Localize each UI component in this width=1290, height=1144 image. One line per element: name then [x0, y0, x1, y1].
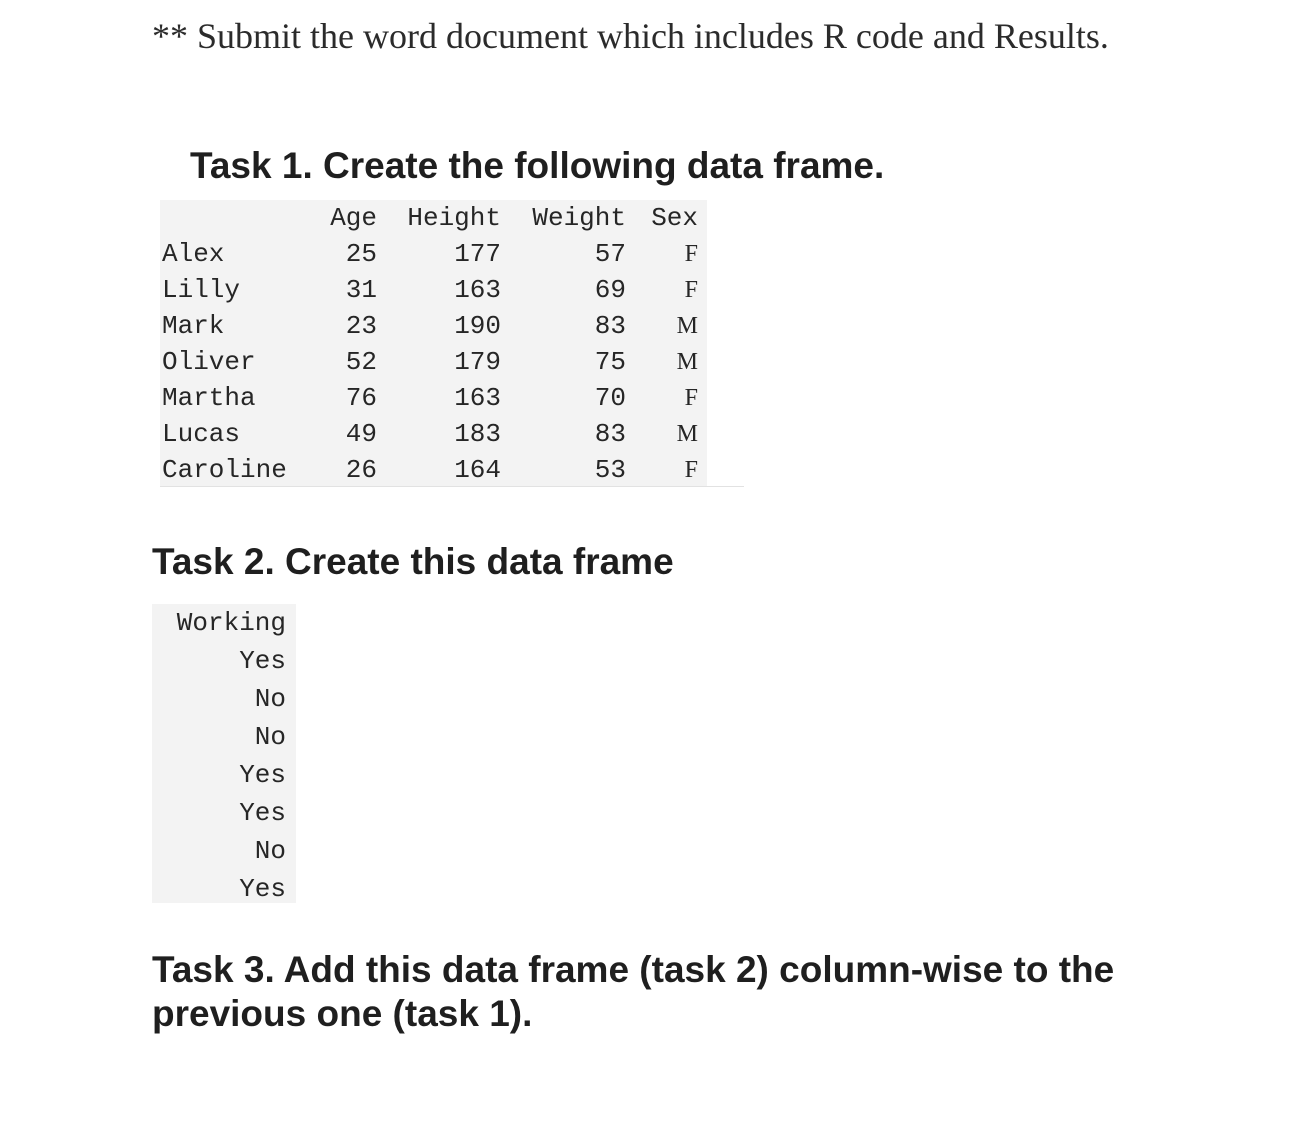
table-row	[160, 452, 707, 488]
weight-cell: 83	[594, 419, 626, 449]
sex-cell: F	[684, 385, 698, 411]
working-column-header: Working	[176, 608, 286, 638]
working-cell: Yes	[239, 646, 286, 676]
row-name: Mark	[162, 311, 225, 341]
task1-header-row	[160, 200, 707, 236]
row-name: Martha	[162, 383, 256, 413]
task3-heading: Task 3. Add this data frame (task 2) column-wise to the previous one (task 1).	[152, 949, 1115, 1034]
table-row	[160, 236, 707, 272]
header-weight: Weight	[532, 203, 626, 233]
weight-cell: 69	[594, 275, 626, 305]
weight-cell: 53	[594, 455, 626, 485]
working-cell: No	[254, 722, 286, 752]
header-height: Height	[407, 203, 501, 233]
table-row	[160, 344, 707, 380]
table-row	[160, 308, 707, 344]
age-cell: 23	[345, 311, 377, 341]
height-cell: 183	[454, 419, 501, 449]
height-cell: 177	[454, 239, 501, 269]
age-cell: 52	[345, 347, 377, 377]
table-row	[160, 380, 707, 416]
row-name: Lucas	[162, 419, 241, 449]
table-row	[160, 272, 707, 308]
height-cell: 163	[454, 383, 501, 413]
submission-instructions: ** Submit the word document which includes R code and Results.	[152, 16, 1109, 56]
height-cell: 164	[454, 455, 501, 485]
working-cell: Yes	[239, 874, 286, 904]
row-name: Alex	[162, 239, 225, 269]
working-cell: No	[254, 684, 286, 714]
row-name: Caroline	[162, 455, 287, 485]
height-cell: 179	[454, 347, 501, 377]
header-age: Age	[330, 203, 377, 233]
height-cell: 163	[454, 275, 501, 305]
sex-cell: F	[684, 241, 698, 267]
height-cell: 190	[454, 311, 501, 341]
age-cell: 49	[345, 419, 377, 449]
age-cell: 76	[345, 383, 377, 413]
task2-heading: Task 2. Create this data frame	[152, 541, 674, 582]
weight-cell: 75	[594, 347, 626, 377]
weight-cell: 83	[594, 311, 626, 341]
age-cell: 25	[345, 239, 377, 269]
table-bottom-divider	[160, 486, 744, 487]
age-cell: 26	[345, 455, 377, 485]
row-name: Lilly	[162, 275, 241, 305]
working-cell: No	[254, 836, 286, 866]
age-cell: 31	[345, 275, 377, 305]
working-cell: Yes	[239, 760, 286, 790]
sex-cell: M	[676, 313, 698, 339]
weight-cell: 57	[594, 239, 626, 269]
task2-data-frame	[152, 604, 296, 903]
header-sex: Sex	[651, 203, 698, 233]
sex-cell: M	[676, 421, 698, 447]
row-name: Oliver	[162, 347, 256, 377]
sex-cell: F	[684, 457, 698, 483]
sex-cell: M	[676, 349, 698, 375]
sex-cell: F	[684, 277, 698, 303]
task1-heading: Task 1. Create the following data frame.	[190, 145, 885, 186]
weight-cell: 70	[594, 383, 626, 413]
table-row	[160, 416, 707, 452]
task1-data-frame	[160, 200, 707, 486]
working-cell: Yes	[239, 798, 286, 828]
